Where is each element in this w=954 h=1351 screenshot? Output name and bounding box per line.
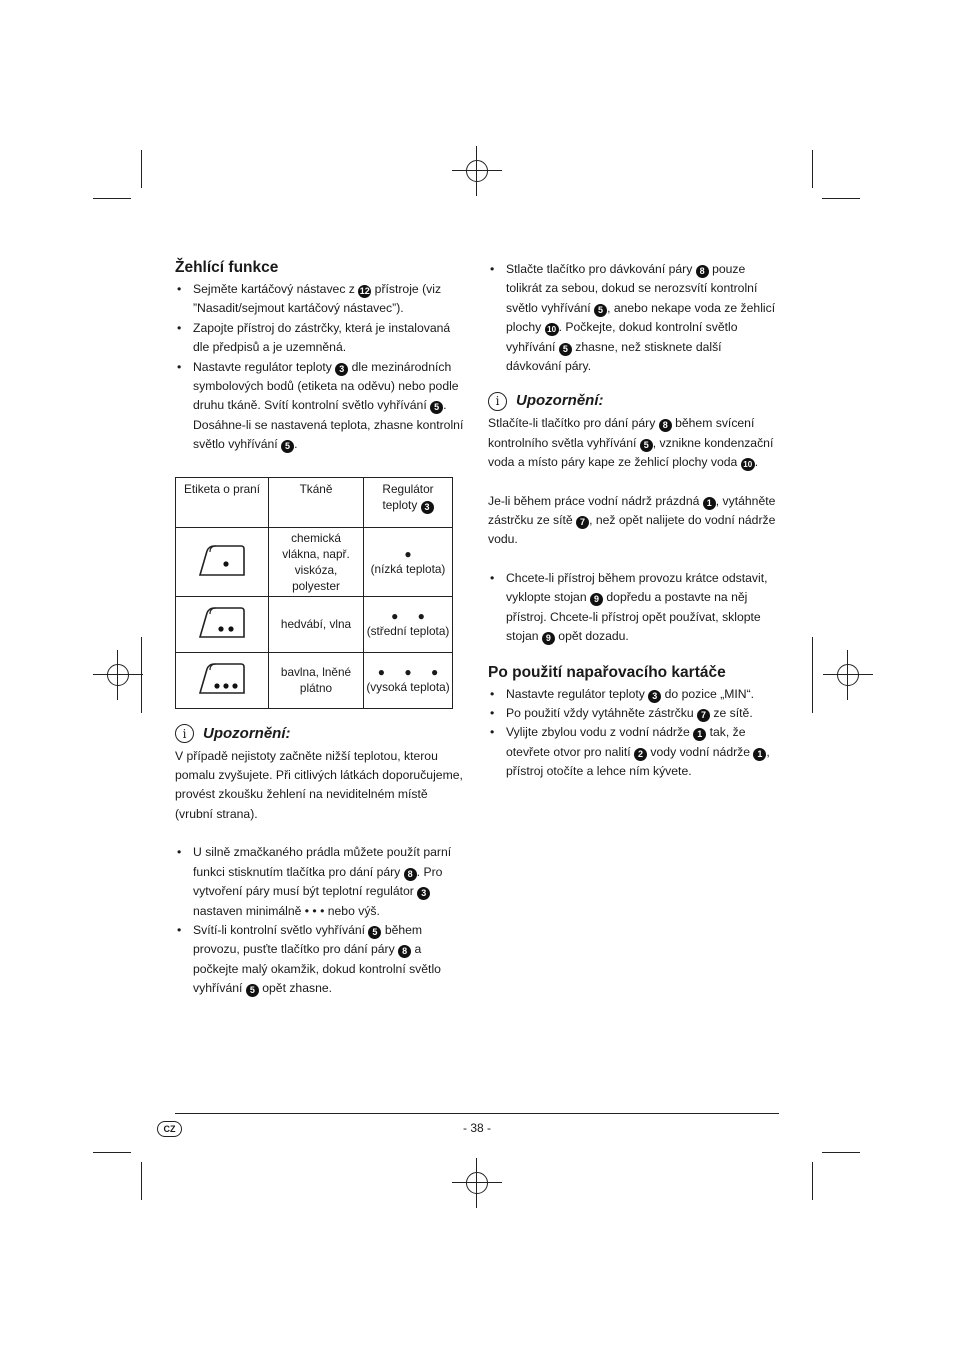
registration-mark xyxy=(452,1158,502,1208)
text: . xyxy=(754,455,759,470)
part-number-badge: 2 xyxy=(634,748,647,761)
language-badge: CZ xyxy=(157,1121,182,1137)
heat-dot xyxy=(228,627,233,632)
temperature-cell xyxy=(364,652,453,708)
text: Nastavte regulátor teploty xyxy=(506,686,649,701)
registration-mark xyxy=(823,650,873,700)
text: do pozice „MIN“. xyxy=(661,686,755,701)
part-number-badge: 8 xyxy=(398,945,411,958)
bullet-list xyxy=(488,260,778,376)
crop-mark xyxy=(812,637,813,713)
text: Vylijte zbylou vodu z vodní nádrže xyxy=(506,725,694,740)
crop-mark xyxy=(812,1162,813,1200)
text: opět dozadu. xyxy=(554,629,629,644)
text: (vysoká teplota) xyxy=(366,680,450,695)
page-number: - 38 - xyxy=(462,1121,491,1135)
text: , než opět nalijete do vodní nádrže vodu. xyxy=(488,513,776,547)
part-number-badge: 10 xyxy=(545,323,559,336)
heat-dot xyxy=(218,627,223,632)
registration-mark xyxy=(93,650,143,700)
note-heading xyxy=(488,390,778,412)
crop-mark xyxy=(141,150,142,188)
list-item xyxy=(488,260,778,376)
bullet-list xyxy=(488,685,778,782)
text: během svícení kontrolního světla vyhřívání xyxy=(488,416,755,450)
text: U silně zmačkaného prádla můžete použít parní funkci stisknutím tlačítka pro dání páry xyxy=(193,845,452,879)
text: Regulátor teploty xyxy=(382,481,434,512)
part-number-badge: 5 xyxy=(246,984,259,997)
note-text xyxy=(488,414,778,472)
part-number-badge: 3 xyxy=(648,690,661,703)
part-number-badge: 3 xyxy=(417,887,430,900)
heat-dot xyxy=(232,684,237,689)
list-item xyxy=(488,723,778,781)
text: (nízká teplota) xyxy=(370,561,446,576)
list-item xyxy=(175,843,465,921)
fabric-cell: chemická vlákna, např. viskóza, polyester xyxy=(269,527,364,596)
part-number-badge: 7 xyxy=(576,516,589,529)
text: (střední teplota) xyxy=(366,624,450,639)
section-heading: Po použití napařovacího kartáče xyxy=(488,663,726,681)
part-number-badge: 1 xyxy=(753,748,766,761)
text: opět zhasne. xyxy=(258,981,333,996)
list-item xyxy=(175,319,465,358)
text: Nastavte regulátor teploty xyxy=(193,359,336,374)
heat-dot xyxy=(214,684,219,689)
fabric-cell: bavlna, lněné plátno xyxy=(269,652,364,708)
text: Sejměte kartáčový nástavec z xyxy=(193,282,359,296)
text: Stlačíte-li tlačítko pro dání páry xyxy=(488,416,659,431)
table-header xyxy=(364,477,453,527)
registration-mark xyxy=(452,146,502,196)
part-number-badge: 3 xyxy=(421,501,434,514)
table-header: Etiketa o praní xyxy=(176,477,269,527)
part-number-badge: 9 xyxy=(590,593,603,606)
iron-symbol-cell xyxy=(176,527,269,596)
table-header-row xyxy=(176,477,453,527)
iron-symbol-cell xyxy=(176,652,269,708)
list-item xyxy=(488,569,778,647)
list-item xyxy=(175,921,465,999)
text: dle mezinárodních symbolových bodů (etiketa na oděvu) nebo podle druhu tkáně. Svítí kontrolní světlo vyhřívání xyxy=(193,359,459,413)
part-number-badge: 8 xyxy=(659,419,672,432)
part-number-badge: 9 xyxy=(542,632,555,645)
text: během provozu, pusťte tlačítko pro dání páry xyxy=(193,922,423,957)
text: , anebo nekape voda ze žehlicí plochy xyxy=(506,300,776,335)
text: Chcete-li přístroj během provozu krátce odstavit, vyklopte stojan xyxy=(506,570,768,605)
footer-divider xyxy=(175,1113,779,1114)
section-heading: Žehlící funkce xyxy=(175,259,279,276)
text: , přístroj otočíte a lehce ním kývete. xyxy=(506,744,770,779)
text: . Pro vytvoření páry musí být teplotní regulátor xyxy=(193,864,443,899)
text: Upozornění: xyxy=(516,392,604,410)
crop-mark xyxy=(93,198,131,199)
temperature-table xyxy=(175,477,453,709)
part-number-badge: 10 xyxy=(741,458,755,471)
text: Upozornění: xyxy=(203,724,291,742)
text: , vytáhněte zástrčku ze sítě xyxy=(488,493,776,528)
table-row xyxy=(176,596,453,652)
part-number-badge: 5 xyxy=(594,304,607,317)
text: pouze tolikrát za sebou, dokud se nerozsvítí kontrolní světlo vyhřívání xyxy=(506,262,758,315)
text: dopředu a postavte na něj přístroj. Chcete-li přístroj opět používat, sklopte stojan xyxy=(506,590,761,644)
crop-mark xyxy=(93,1152,131,1153)
text: vody vodní nádrže xyxy=(647,744,754,759)
part-number-badge: 12 xyxy=(359,286,370,296)
bullet-list xyxy=(175,843,465,998)
dots: ● ● ● xyxy=(377,665,447,680)
list-item: • Nastavte regulátor teploty 3 dle mezinárodních symbolových bodů (etiketa na oděvu) nebo podle druhu tkáně. Svítí kontrolní světlo vyhřívání 5 . Dosáhne-li se nastavená teplota, zhasne kontrolní světlo vyhřívání 5 . xyxy=(175,358,465,455)
part-number-badge: 5 xyxy=(281,440,294,453)
list-item xyxy=(488,685,778,704)
part-number-badge: 8 xyxy=(404,868,417,881)
note-heading xyxy=(175,723,465,745)
heat-dot xyxy=(223,561,228,566)
temperature-cell xyxy=(364,596,453,652)
text: tak, že otevřete otvor pro nalití xyxy=(506,725,746,759)
bullet-list xyxy=(175,280,465,455)
crop-mark xyxy=(141,1162,142,1200)
part-number-badge: 1 xyxy=(693,728,706,741)
text: . Dosáhne-li se nastavená teplota, zhasne kontrolní světlo vyhřívání xyxy=(193,398,464,452)
list-item xyxy=(488,704,778,723)
left-column xyxy=(175,258,465,999)
text: a počkejte malý okamžik, dokud kontrolní světlo vyhřívání xyxy=(193,942,441,996)
text: zhasne, než stisknete další dávkování páry. xyxy=(506,339,722,374)
text: , vznikne kondenzační voda a místo páry kape ze žehlicí plochy voda xyxy=(488,435,774,470)
text: ze sítě. xyxy=(710,705,753,720)
text: přístroje (viz ”Nasadit/sejmout kartáčový nástavec”). xyxy=(193,282,442,316)
iron-icon xyxy=(194,605,250,639)
text: Je-li během práce vodní nádrž prázdná xyxy=(488,493,703,508)
part-number-badge: 5 xyxy=(559,343,572,356)
text: Stlačte tlačítko pro dávkování páry xyxy=(506,262,696,276)
crop-mark xyxy=(812,150,813,188)
dots: ● xyxy=(404,546,420,561)
crop-mark xyxy=(141,637,142,713)
info-icon: i xyxy=(175,724,194,743)
text: Po použití vždy vytáhněte zástrčku xyxy=(506,705,698,720)
crop-mark xyxy=(822,198,860,199)
part-number-badge: 8 xyxy=(696,265,709,278)
iron-icon xyxy=(194,661,250,695)
table-header: Tkáně xyxy=(269,477,364,527)
bullet-list xyxy=(488,569,778,647)
dots: ● ● xyxy=(391,609,433,624)
right-column xyxy=(488,260,778,782)
part-number-badge: 5 xyxy=(640,439,653,452)
fabric-cell: hedvábí, vlna xyxy=(269,596,364,652)
part-number-badge: 7 xyxy=(697,709,710,722)
text: . Počkejte, dokud kontrolní světlo vyhřívání xyxy=(506,320,738,354)
text: Svítí-li kontrolní světlo vyhřívání xyxy=(193,922,369,937)
list-item xyxy=(175,280,465,319)
heat-dot xyxy=(223,684,228,689)
part-number-badge: 3 xyxy=(335,363,348,376)
part-number-badge: 5 xyxy=(368,926,381,939)
text: nastaven minimálně • • • nebo výš. xyxy=(193,903,380,918)
part-number-badge: 5 xyxy=(430,401,443,414)
note-text: V případě nejistoty začněte nižší teplotou, kterou pomalu zvyšujete. Při citlivých látkách doporučujeme, provést zkoušku žehlení na neviditelném místě (vrubní strana). xyxy=(175,748,463,821)
temperature-cell xyxy=(364,527,453,596)
crop-mark xyxy=(822,1152,860,1153)
part-number-badge: 1 xyxy=(703,497,716,510)
iron-symbol-cell xyxy=(176,596,269,652)
iron-icon xyxy=(194,543,250,577)
note-text xyxy=(488,492,778,550)
table-row xyxy=(176,652,453,708)
text: Zapojte přístroj do zástrčky, která je instalovaná dle předpisů a je uzemněná. xyxy=(193,320,451,355)
info-icon: i xyxy=(488,392,507,411)
table-row xyxy=(176,527,453,596)
